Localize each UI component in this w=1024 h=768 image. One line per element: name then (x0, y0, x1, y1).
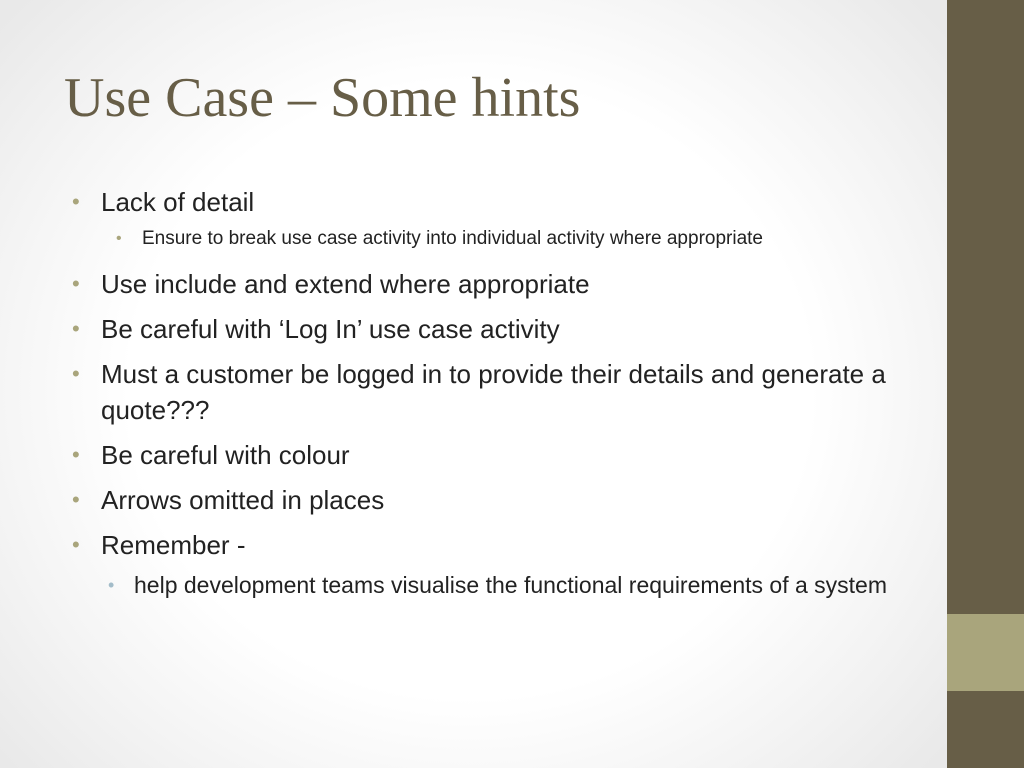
bullet-icon: • (72, 487, 80, 512)
bullet-icon: • (72, 532, 80, 557)
bullet-icon: • (72, 442, 80, 467)
sub-bullet-icon: • (116, 230, 122, 247)
sub-bullet-item-ensure-break (70, 224, 910, 254)
bullet-text: Be careful with ‘Log In’ use case activity (101, 314, 560, 344)
bullet-icon: • (72, 271, 80, 296)
bullet-text: Arrows omitted in places (101, 485, 385, 515)
bullet-item-log-in (70, 311, 910, 347)
bullet-text: Must a customer be logged in to provide their details and generate a quote??? (101, 359, 886, 425)
bullet-text: Ensure to break use case activity into individual activity where appropriate (142, 228, 763, 249)
bullet-item-remember (70, 527, 910, 563)
slide-title: Use Case – Some hints (64, 67, 581, 129)
bullet-icon: • (72, 361, 80, 386)
side-decoration-accent (947, 614, 1024, 691)
bullet-item-lack-of-detail (70, 184, 910, 220)
sub-bullet-item-help-teams (70, 568, 910, 603)
bullet-text: help development teams visualise the functional requirements of a system (134, 572, 888, 598)
bullet-item-colour (70, 437, 910, 473)
bullet-text: Be careful with colour (101, 440, 350, 470)
bullet-item-include-extend (70, 266, 910, 302)
bullet-text: Use include and extend where appropriate (101, 269, 590, 299)
bullet-item-arrows-omitted (70, 482, 910, 518)
bullet-icon: • (72, 189, 80, 214)
bullet-icon: • (72, 316, 80, 341)
bullet-item-customer-logged-in (70, 356, 910, 428)
bullet-list (70, 184, 910, 603)
bullet-text: Remember - (101, 530, 246, 560)
bullet-text: Lack of detail (101, 187, 255, 217)
sub-bullet-icon: • (108, 575, 115, 595)
